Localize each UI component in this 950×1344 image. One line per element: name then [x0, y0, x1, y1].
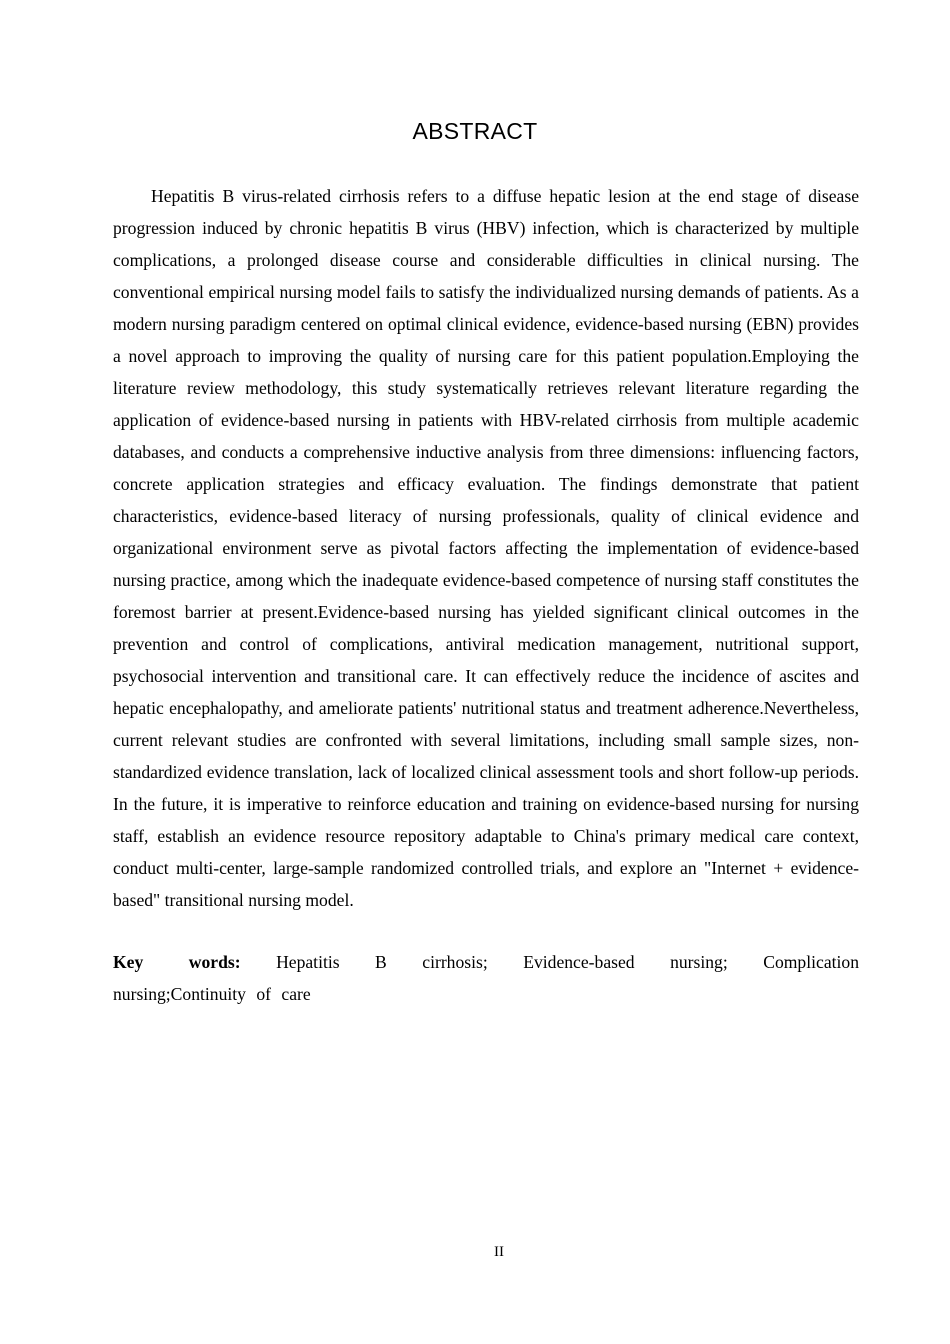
- abstract-title: ABSTRACT: [412, 118, 538, 144]
- abstract-body: Hepatitis B virus-related cirrhosis refers to a diffuse hepatic lesion at the end stage of disease progression induced by chronic hepatitis B virus (HBV) infection, which is characterized by multiple complications, a prolonged disease course and considerable difficulties in clinical nursing. The conventional empirical nursing model fails to satisfy the individualized nursing demands of patients. As a modern nursing paradigm centered on optimal clinical evidence, evidence-based nursing (EBN) provides a novel approach to improving the quality of nursing care for this patient population.Employing the literature review methodology, this study systematically retrieves relevant literature regarding the application of evidence-based nursing in patients with HBV-related cirrhosis from multiple academic databases, and conducts a comprehensive inductive analysis from three dimensions: influencing factors, concrete application strategies and efficacy evaluation. The findings demonstrate that patient characteristics, evidence-based literacy of nursing professionals, quality of clinical evidence and organizational environment serve as pivotal factors affecting the implementation of evidence-based nursing practice, among which the inadequate evidence-based competence of nursing staff constitutes the foremost barrier at present.Evidence-based nursing has yielded significant clinical outcomes in the prevention and control of complications, antiviral medication management, nutritional support, psychosocial intervention and transitional care. It can effectively reduce the incidence of ascites and hepatic encephalopathy, and ameliorate patients' nutritional status and treatment adherence.Nevertheless, current relevant studies are confronted with several limitations, including small sample sizes, non-standardized evidence translation, lack of localized clinical assessment tools and short follow-up periods. In the future, it is imperative to reinforce education and training on evidence-based nursing for nursing staff, establish an evidence resource repository adaptable to China's primary medical care context, conduct multi-center, large-sample randomized controlled trials, and explore an "Internet + evidence-based" transitional nursing model.: [113, 186, 859, 910]
- page-number: II: [494, 1244, 504, 1260]
- keywords-label: Key words:: [113, 952, 241, 972]
- keywords-text: Hepatitis B cirrhosis; Evidence-based nursing; Complication nursing;: [113, 952, 859, 1004]
- keywords-tail: Continuity of care: [170, 984, 311, 1004]
- keywords-line: [113, 946, 859, 1010]
